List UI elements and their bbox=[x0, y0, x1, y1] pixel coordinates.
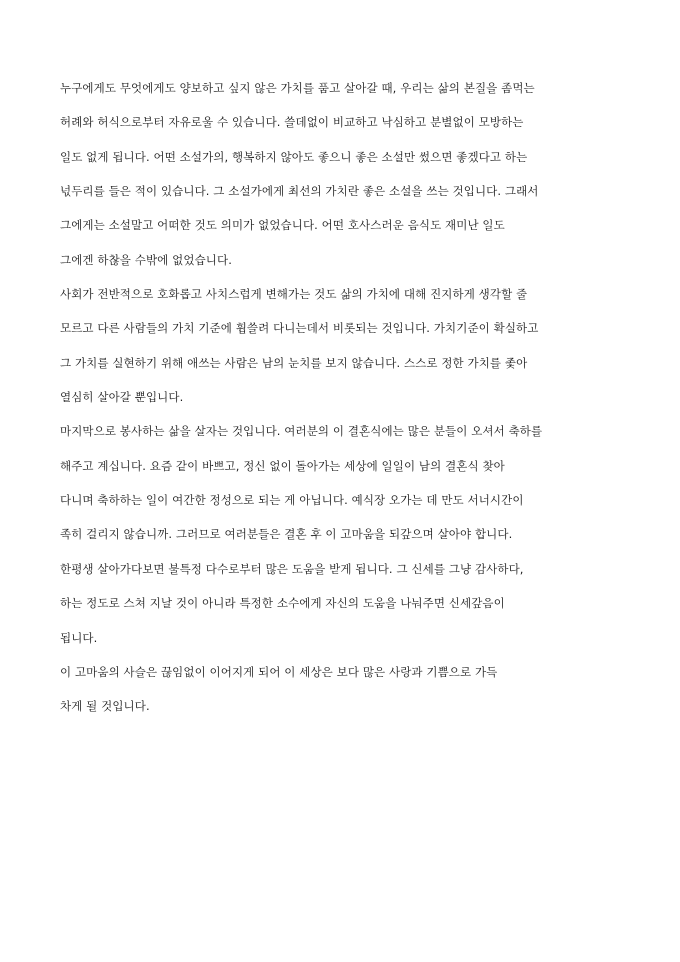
text-line: 족히 걸리지 않습니까. 그러므로 여러분들은 결혼 후 이 고마움을 되갚으며 살아야 합니다. bbox=[60, 527, 513, 542]
body-text bbox=[60, 76, 630, 729]
text-line: 한평생 살아가다보면 불특정 다수로부터 많은 도움을 받게 됩니다. 그 신세를 그냥 감사하다, bbox=[60, 561, 524, 576]
text-line: 모르고 다른 사람들의 가치 기준에 휩쓸려 다니는데서 비롯되는 것입니다. 가치기준이 확실하고 bbox=[60, 321, 539, 336]
text-line: 하는 정도로 스쳐 지날 것이 아니라 특정한 소수에게 자신의 도움을 나눠주면 신세갚음이 bbox=[60, 596, 505, 611]
text-line: 다니며 축하하는 일이 여간한 정성으로 되는 게 아닙니다. 예식장 오가는 데 만도 서너시간이 bbox=[60, 493, 524, 508]
text-line: 열심히 살아갈 뿐입니다. bbox=[60, 390, 184, 405]
text-line: 사회가 전반적으로 호화롭고 사치스럽게 변해가는 것도 삶의 가치에 대해 진지하게 생각할 줄 bbox=[60, 287, 528, 302]
text-line: 차게 될 것입니다. bbox=[60, 699, 150, 714]
text-line: 그 가치를 실현하기 위해 애쓰는 사람은 남의 눈치를 보지 않습니다. 스스로 정한 가치를 좇아 bbox=[60, 355, 528, 370]
text-line: 됩니다. bbox=[60, 630, 98, 645]
text-line: 해주고 계십니다. 요즘 같이 바쁘고, 정신 없이 돌아가는 세상에 일일이 남의 결혼식 찾아 bbox=[60, 458, 505, 473]
text-line: 그에게는 소설말고 어떠한 것도 의미가 없었습니다. 어떤 호사스러운 음식도 재미난 일도 bbox=[60, 218, 505, 233]
text-line: 그에겐 하찮을 수밖에 없었습니다. bbox=[60, 252, 232, 267]
text-line: 넋두리를 들은 적이 있습니다. 그 소설가에게 최선의 가치란 좋은 소설을 쓰는 것입니다. 그래서 bbox=[60, 184, 539, 199]
text-line: 마지막으로 봉사하는 삶을 살자는 것입니다. 여러분의 이 결혼식에는 많은 분들이 오셔서 축하를 bbox=[60, 424, 543, 439]
text-line: 누구에게도 무엇에게도 양보하고 싶지 않은 가치를 품고 살아갈 때, 우리는 삶의 본질을 좀먹는 bbox=[60, 81, 535, 95]
text-line: 일도 없게 됩니다. 어떤 소설가의, 행복하지 않아도 좋으니 좋은 소설만 썼으면 좋겠다고 하는 bbox=[60, 149, 528, 164]
text-line: 이 고마움의 사슬은 끊임없이 이어지게 되어 이 세상은 보다 많은 사랑과 기쁨으로 가득 bbox=[60, 664, 498, 679]
text-line: 허례와 허식으로부터 자유로울 수 있습니다. 쓸데없이 비교하고 낙심하고 분별없이 모방하는 bbox=[60, 115, 524, 130]
